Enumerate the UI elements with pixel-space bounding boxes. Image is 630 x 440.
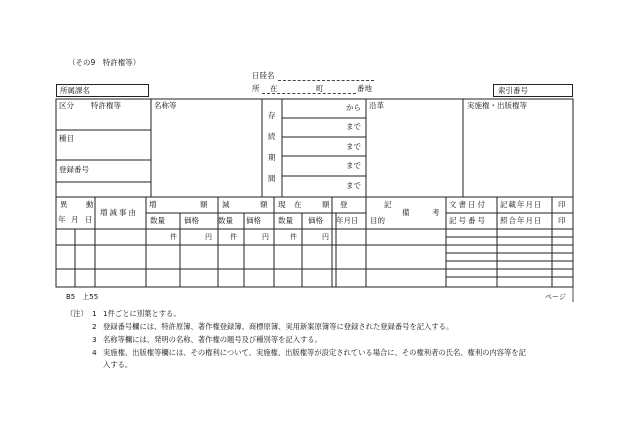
name-label: 名称等 (154, 101, 177, 110)
unit-ken-2: 件 (230, 233, 237, 241)
type-label: 種目 (59, 134, 74, 143)
note-4-continued: 入する。 (103, 360, 133, 369)
register-char-1: 登 (340, 200, 348, 209)
doc-number-header: 記号番号 (449, 216, 487, 225)
note-1-num: 1 (92, 309, 97, 318)
date-char-month: 月 (71, 215, 79, 224)
from-label: から (346, 103, 361, 112)
daicho-label: 日陸名 (252, 71, 275, 80)
current-char-1: 現 (278, 200, 286, 209)
address-prefix: 所 (252, 84, 260, 93)
note-1-text: 1件ごとに別葉とする。 (103, 309, 181, 318)
register-date: 年月日 (336, 216, 359, 225)
unit-yen-1: 円 (205, 233, 212, 241)
remarks-char-1: 備 (402, 208, 410, 217)
change-char-2: 動 (86, 200, 94, 209)
form-title: （その9 特許権等） (68, 58, 141, 67)
decrease-char-2: 額 (260, 200, 268, 209)
entry-date-header: 記載年月日 (500, 200, 543, 209)
seal-header-2: 印 (558, 216, 566, 225)
unit-ken-3: 件 (290, 233, 297, 241)
address-zai: 在 (270, 84, 278, 93)
unit-yen-2: 円 (262, 233, 269, 241)
category-value: 特許権等 (91, 101, 121, 110)
reg-number-label: 登録番号 (59, 165, 89, 174)
note-4-num: 4 (92, 348, 97, 357)
unit-yen-3: 円 (322, 233, 329, 241)
duration-char-4: 間 (268, 174, 276, 183)
until-label-3: まで (346, 161, 361, 170)
reason-header: 増減事由 (100, 208, 138, 217)
until-label-2: まで (346, 142, 361, 151)
duration-char-3: 期 (268, 153, 276, 162)
remarks-char-2: 考 (432, 208, 440, 217)
current-price: 価格 (308, 216, 323, 225)
note-3-text: 名称等欄には、発明の名称、著作権の題号及び種別等を記入する。 (103, 335, 322, 344)
register-purpose: 目的 (370, 216, 385, 225)
current-char-2: 在 (294, 200, 302, 209)
doc-date-header: 文書日付 (449, 200, 487, 209)
duration-char-1: 存 (268, 111, 276, 120)
note-3-num: 3 (92, 335, 97, 344)
decrease-price: 価格 (246, 216, 261, 225)
date-char-day: 日 (85, 215, 93, 224)
category-label: 区分 (59, 101, 74, 110)
license-label: 実施権・出版権等 (467, 101, 527, 110)
change-char-1: 異 (60, 200, 68, 209)
department-label: 所属課名 (60, 86, 90, 95)
notes-head: （注） (66, 309, 88, 318)
decrease-quantity: 数量 (218, 216, 233, 225)
until-label-4: まで (346, 181, 361, 190)
note-2-text: 登録番号欄には、特許原簿、著作権登録簿、商標原簿、実用新案原簿等に登録された登録番号を記入する。 (103, 322, 454, 331)
check-date-header: 照合年月日 (500, 216, 543, 225)
date-char-year: 年 (58, 215, 66, 224)
page-label: ページ (545, 293, 566, 301)
current-char-3: 額 (322, 200, 330, 209)
increase-price: 価格 (184, 216, 199, 225)
address-machi: 町 (316, 84, 324, 93)
increase-quantity: 数量 (150, 216, 165, 225)
unit-ken-1: 件 (170, 233, 177, 241)
decrease-char-1: 減 (222, 200, 230, 209)
seal-header-1: 印 (558, 200, 566, 209)
index-number-label: 索引番号 (498, 86, 528, 95)
address-banchi: 番地 (357, 84, 372, 93)
until-label-1: まで (346, 122, 361, 131)
form-code: B5 上55 (66, 293, 99, 301)
register-char-2: 記 (384, 200, 392, 209)
note-2-num: 2 (92, 322, 97, 331)
current-quantity: 数量 (278, 216, 293, 225)
note-4-text: 実施権、出版権等欄には、その権利について、実施権、出版権等が設定されている場合に、その権利者の氏名、権利の内容等を記 (103, 348, 526, 357)
history-label: 沿革 (369, 101, 384, 110)
increase-char-2: 額 (200, 200, 208, 209)
increase-char-1: 増 (149, 200, 157, 209)
duration-char-2: 続 (268, 132, 276, 141)
